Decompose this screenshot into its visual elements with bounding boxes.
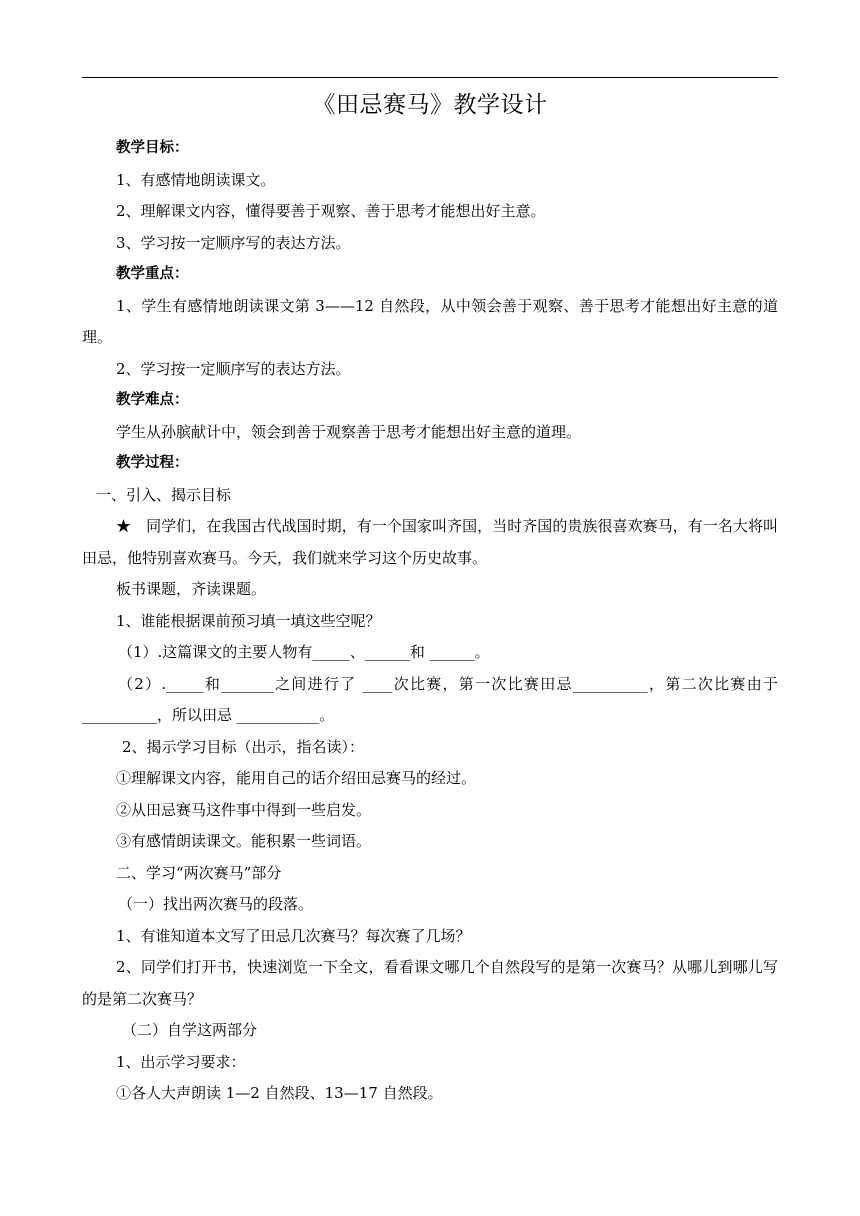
key-point-2: 2、学习按一定顺序写的表达方法。 (116, 359, 351, 378)
board-title-note: 板书课题，齐读课题。 (116, 580, 267, 598)
key-point-1: 1、学生有感情地朗读课文第 3——12 自然段，从中领会善于观察、善于思考才能想出好主意的道理。 (82, 296, 778, 346)
objective-3: 3、学习按一定顺序写的表达方法。 (116, 233, 351, 252)
section-two-heading: 二、学习“两次赛马”部分 (116, 863, 282, 882)
header-rule (82, 77, 778, 78)
heading-objectives: 教学目标： (116, 140, 189, 156)
heading-difficulties: 教学难点： (116, 392, 189, 408)
document-title: 《田忌赛马》教学设计 (312, 92, 548, 118)
goal-2: ②从田忌赛马这件事中得到一些启发。 (116, 800, 372, 819)
requirement-1: ①各人大声朗读 1—2 自然段、13—17 自然段。 (116, 1084, 443, 1102)
show-requirements: 1、出示学习要求： (116, 1052, 246, 1071)
objective-1: 1、有感情地朗读课文。 (116, 170, 276, 189)
question-race-count: 1、有谁知道本文写了田忌几次赛马？每次赛了几场？ (116, 926, 471, 945)
goal-1: ①理解课文内容，能用自己的话介绍田忌赛马的经过。 (116, 769, 477, 787)
question-browse-text: 2、同学们打开书，快速浏览一下全文，看看课文哪几个自然段写的是第一次赛马？从哪儿到哪儿写的是第二次赛马？ (82, 958, 778, 1008)
reveal-goals: 2、揭示学习目标（出示，指名读）： (122, 737, 365, 756)
difficulty-text: 学生从孙膑献计中，领会到善于观察善于思考才能想出好主意的道理。 (116, 422, 582, 441)
blank-question-2: （2）._____和_______之间进行了 ____次比赛，第一次比赛田忌__________，第二次比赛由于__________，所以田忌 ___________。 (82, 674, 778, 724)
subsection-find-paragraphs: （一）找出两次赛马的段落。 (118, 895, 314, 913)
document-body (82, 133, 778, 1110)
heading-key-points: 教学重点： (116, 266, 189, 282)
heading-process: 教学过程： (116, 455, 189, 471)
section-one-heading: 一、引入、揭示目标 (96, 485, 232, 504)
goal-3: ③有感情朗读课文。能积累一些词语。 (116, 832, 372, 850)
question-fill-blanks: 1、谁能根据课前预习填一填这些空呢？ (116, 611, 381, 630)
objective-2: 2、理解课文内容，懂得要善于观察、善于思考才能想出好主意。 (116, 202, 546, 220)
intro-paragraph: ★ 同学们，在我国古代战国时期，有一个国家叫齐国，当时齐国的贵族很喜欢赛马，有一名大将叫田忌，他特别喜欢赛马。今天，我们就来学习这个历史故事。 (82, 517, 778, 567)
blank-question-1: （1）.这篇课文的主要人物有_____、______和 ______。 (118, 643, 490, 661)
subsection-self-study: （二）自学这两部分 (122, 1021, 258, 1039)
